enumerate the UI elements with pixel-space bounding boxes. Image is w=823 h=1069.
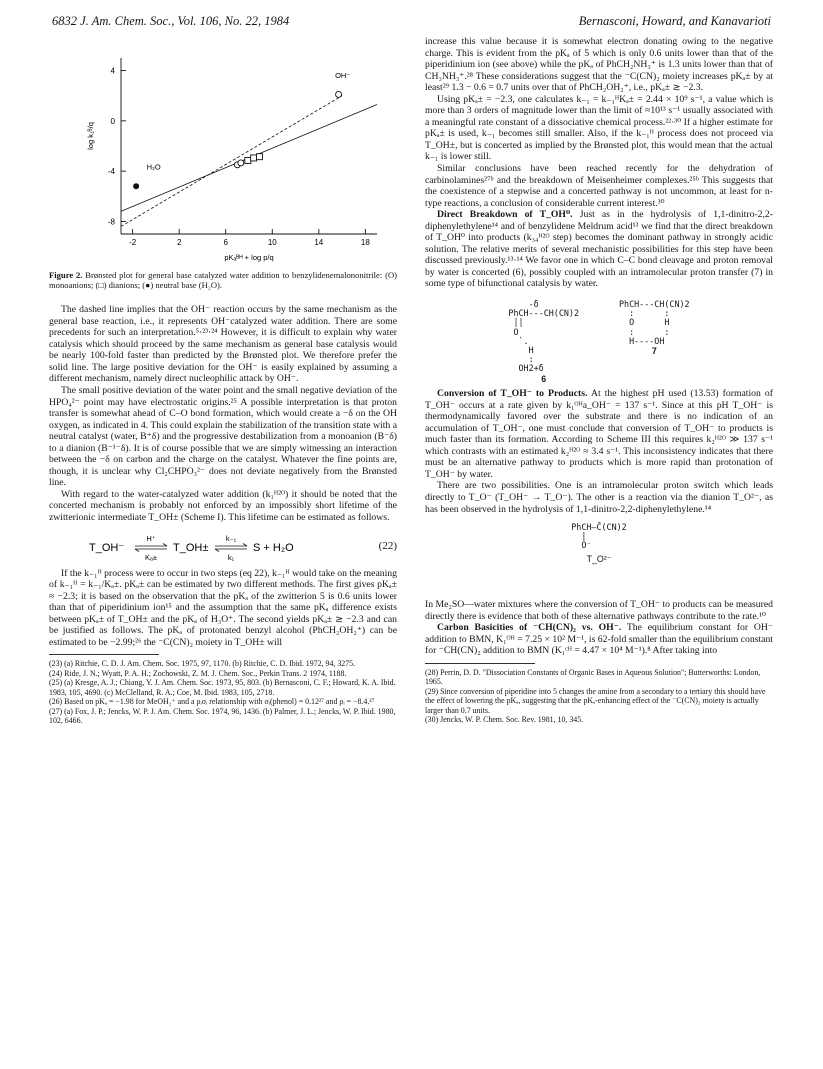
x-axis-label: pKₐᴮᴴ + log p/q bbox=[224, 253, 274, 262]
section-text: Just as in the hydrolysis of 1,1-dinitro-2,2-diphenylethylene¹⁴ and of benzylidene Meldrum acid¹³ we find that the direct breakdown of T_OH⁰ into products (k₃₄ᴴ²ᴼ step) becomes the dominant pathway in strongly acidic solution. The relative merits of several mechanistic possibilities for this step have been discussed previously.¹³·¹⁴ We favor one in which C–C bond cleavage and proton removal by water is concerted (6), possibly coupled with an intramolecular proton transfer (7) in some type of bifunctional catalysis by water. bbox=[425, 209, 773, 290]
paragraph: increase this value because it is somewhat electron donating owing to the negative charge. This is evident from the pKₐ of 5 which is only 0.6 units lower than that of the piperidinium ion (see above) while the pKₐ of PhCH₂NH₃⁺ is 1.3 units lower than that of CH₃NH₃⁺.²⁸ These considerations suggest that the ⁻C(CN)₂ moiety increases pKₐ± by at least²⁹ 1.3 − 0.6 = 0.7 units over that of PhCH₂OH₂⁺, i.e., pKₐ± ≳ −2.3. bbox=[425, 36, 773, 94]
eq-lhs: T_OH⁻ bbox=[89, 541, 125, 554]
section-text: At the highest pH used (13.53) formation of T_OH⁻ occurs at a rate given by k₁ᴼᴴa_OH⁻ = 137 s⁻¹. Since at this pH T_OH⁻ is thermodynamically favored over the substrate and there is no indication of an accumulation of T_OH⁻, one must conclude that conversion of T_OH⁻ to products is much faster than its formation. According to Scheme III this requires k₂ᴴ²ᴼ ≫ 137 s⁻¹ which contrasts with an estimated k₂ᴴ²ᴼ ≈ 3.4 s⁻¹. This inconsistency indicates that there must be an alternative pathway to products which is more rapid than protonation of T_OH⁻ by water. bbox=[425, 388, 773, 480]
data-point-dianion bbox=[251, 155, 257, 161]
x-tick-label: 2 bbox=[176, 238, 182, 247]
equation-number: (22) bbox=[378, 539, 397, 552]
section-paragraph bbox=[425, 209, 773, 290]
y-tick-label: -4 bbox=[107, 167, 115, 177]
section-paragraph bbox=[425, 388, 773, 480]
header-left: 6832 J. Am. Chem. Soc., Vol. 106, No. 22, 1984 bbox=[52, 14, 290, 28]
footnote: (26) Based on pKₐ = −1.98 for MeOH₂⁺ and a ρᵢσᵢ relationship with σᵢ(phenol) = 0.12²⁷ and ρᵢ = −8.4.²⁷ bbox=[49, 697, 375, 707]
footnote: (27) (a) Fox, J. P.; Jencks, W. P. J. Am. Chem. Soc. 1974, 96, 1436. (b) Palmer, J. L.; Jencks, W. P. Ibid. 1980, 102, 6466. bbox=[49, 706, 396, 726]
paragraph: The small positive deviation of the water point and the small negative deviation of the HPO₄²⁻ point may have electrostatic origins.²⁵ A possible interpretation is that proton transfer is somewhat ahead of C–O bond formation, which would create a −δ on the OH oxygen, as indicated in 4. This could explain the stabilization of the transition state with a neutral catalyst (water, B⁺δ) and the progressive destabilization from a monoanion (B⁻δ) to a dianion (B⁻¹⁻δ). It is of course possible that we are simply witnessing an interaction between the −δ on carbon and the charge on the catalyst. Whatever the fine points are, though, it is unclear why Cl₂CHPO₃²⁻ does not deviate negatively from the Brønsted line. bbox=[49, 384, 397, 489]
section-heading: Direct Breakdown of T_OH⁰. bbox=[437, 209, 573, 221]
right-column bbox=[425, 36, 773, 725]
eq-rhs: S + H₂O bbox=[253, 541, 294, 554]
footnote: (24) Ride, J. N.; Wyatt, P. A. H.; Zochowski, Z. M. J. Chem. Soc., Perkin Trans. 2 1974, 1188. bbox=[49, 668, 347, 678]
header-right: Bernasconi, Howard, and Kanavarioti bbox=[578, 14, 771, 28]
y-tick-label: -8 bbox=[107, 217, 115, 227]
paragraph: In Me₂SO—water mixtures where the conversion of T_OH⁻ to products can be measured directly there is evidence that both of these alternative pathways contribute to the rate.¹⁰ bbox=[425, 599, 773, 622]
section-heading: Conversion of T_OH⁻ to Products. bbox=[437, 388, 588, 400]
section-paragraph bbox=[425, 622, 773, 657]
structure-7-drawing: PhCH---CH(CN)2 : : O H : : H----OH bbox=[619, 299, 690, 346]
oh-label: OH⁻ bbox=[335, 71, 351, 81]
structure-7-number: 7 bbox=[651, 346, 657, 357]
structure-to2-drawing: PhCH—C̄(CN)2 | O⁻ bbox=[571, 522, 627, 551]
footnote-rule bbox=[425, 663, 535, 664]
left-column bbox=[49, 36, 397, 726]
structure-6-number: 6 bbox=[541, 373, 547, 384]
structure-7 bbox=[619, 300, 690, 380]
footnotes bbox=[49, 659, 397, 726]
footnotes bbox=[425, 668, 773, 725]
section-heading: Carbon Basicities of ⁻CH(CN)₂ vs. OH⁻. bbox=[437, 622, 622, 634]
figure-caption bbox=[49, 270, 397, 291]
caption-label: Figure 2. bbox=[49, 269, 83, 280]
x-tick-label: 18 bbox=[360, 238, 370, 247]
equation-22 bbox=[49, 530, 397, 564]
eq-arrow1-top: H⁺ bbox=[146, 533, 156, 543]
bronsted-plot bbox=[49, 36, 397, 264]
h2o-label: H₂O bbox=[146, 162, 161, 172]
x-tick-label: 6 bbox=[223, 238, 228, 247]
y-axis-label: log k₁ᴮ/q bbox=[86, 122, 95, 150]
y-tick-label: 4 bbox=[110, 66, 115, 76]
footnote-rule bbox=[49, 654, 159, 655]
paragraph: Similar conclusions have been reached recently for the dehydration of carbinolamines²⁷ᵇ and the breakdown of Meisenheimer complexes.²⁵ᵇ This suggests that the coexistence of a stepwise and a concerted pathway is not uncommon, at least for n-type reactions, a conclusion of considerable current interest.³⁰ bbox=[425, 163, 773, 209]
data-point-water bbox=[133, 183, 139, 189]
structure-6 bbox=[508, 299, 579, 384]
footnote: (30) Jencks, W. P. Chem. Soc. Rev. 1981, 10, 345. bbox=[425, 715, 584, 725]
data-point-monoanion bbox=[336, 91, 342, 97]
x-tick-label: -2 bbox=[129, 238, 137, 247]
eq-arrow1-bottom: Kₐ± bbox=[145, 552, 157, 562]
x-tick-label: 14 bbox=[314, 238, 324, 247]
paragraph: Using pKₐ± = −2.3, one calculates k₋₁ = k₋₁ᴴKₐ± = 2.44 × 10⁹ s⁻¹, a value which is more than 3 orders of magnitude lower than the limit of ≈10¹³ s⁻¹ usually associated with a meaningful rate constant of a dissociative chemical process.²²·³⁰ If a higher estimate for pKₐ± is used, k₋₁ becomes still smaller. Also, if the k₋₁ᴴ process does not proceed via T_OH±, but is concerted as implied by the Brønsted plot, this would mean that the actual k₋₁ is lower still. bbox=[425, 93, 773, 163]
paragraph: There are two possibilities. One is an intramolecular proton switch which leads directly to T_O⁻ (T_OH⁻ → T_O⁻). The other is a reaction via the dianion T_O²⁻, as has been observed in the hydrolysis of 1,1-dinitro-2,2-diphenylethylene.¹⁴ bbox=[425, 480, 773, 515]
running-header bbox=[52, 14, 771, 32]
structure-6-drawing: -δ PhCH---CH(CN)2 || O `. H : OH2+δ bbox=[508, 299, 579, 374]
eq-arrow2-top: k₋₁ bbox=[225, 533, 237, 543]
structure-to2 bbox=[425, 523, 773, 593]
footnote: (25) (a) Kresge, A. J.; Chiang, Y. J. Am. Chem. Soc. 1973, 95, 803. (b) Bernasconi, C. F.; Howard, K. A. Ibid. 1983, 105, 4690. (c) McClelland, R. A.; Coe, M. Ibid. 1983, 105, 2718. bbox=[49, 678, 396, 697]
x-tick-label: 10 bbox=[267, 238, 277, 247]
dashed-fit-line bbox=[121, 96, 342, 227]
footnote: (29) Since conversion of piperidine into 5 changes the amine from a secondary to a tertiary this should have the effect of lowering the pKₐ, suggesting that the pKₐ-enhancing effect of the ⁻C(CN)₂ moiety is actually larger than 0.7 units. bbox=[425, 686, 766, 715]
footnote: (28) Perrin, D. D. "Dissociation Constants of Organic Bases in Aqueous Solution"; Butterworths: London, 1965. bbox=[425, 667, 761, 687]
structure-to2-label: T_O²⁻ bbox=[586, 553, 612, 564]
eq-arrow2-bottom: k₁ bbox=[227, 552, 235, 562]
paragraph: The dashed line implies that the OH⁻ reaction occurs by the same mechanism as the general base reaction, i.e., it represents OH⁻catalyzed water addition. There are some precedents for such an interpretation.⁵·²³·²⁴ However, it is difficult to explain why water catalysis which should proceed by the same mechanism as general base catalysis would be nearly 100-fold faster than predicted by the Brønsted plot. We therefore prefer the solid line. The large positive deviation for the OH⁻ is easily explained by assuming a different mechanism, namely direct nucleophilic attack by OH⁻. bbox=[49, 304, 397, 385]
paragraph: If the k₋₁ᴴ process were to occur in two steps (eq 22), k₋₁ᴴ would take on the meaning of k₋₁ᴴ = k₋₁/Kₐ±. pKₐ± can be estimated by two different methods. The first gives pKₐ± ≈ −2.3; it is based on the observation that the pKₐ of the zwitterion 5 is 0.6 units lower than that of piperidinium ion¹⁵ and the assumption that the same pKₐ difference exists between pKₐ± of T_OH± and the pKₐ of H₃O⁺. The second yields pKₐ± ≳ −2.3 and can be justified as follows. The pKₐ of protonated benzyl alcohol (PhCH₂OH₂⁺) can be estimated to be −2.99;²⁶ the ⁻C(CN)₂ moiety in T_OH± will bbox=[49, 567, 397, 648]
data-point-dianion bbox=[256, 154, 262, 160]
equation-expression bbox=[89, 530, 319, 564]
paragraph: With regard to the water-catalyzed water addition (k₁ᴴ²ᴼ) it should be noted that the concerted mechanism is probably not enforced by an impossibly short lifetime of the zwitterionic intermediate T_OH± (Scheme I). This lifetime can be estimated as follows. bbox=[49, 488, 397, 523]
data-point-dianion bbox=[245, 157, 251, 163]
data-point-monoanion bbox=[238, 160, 244, 166]
footnote: (23) (a) Ritchie, C. D. J. Am. Chem. Soc. 1975, 97, 1170. (b) Ritchie, C. D. Ibid. 1972, 94, 3275. bbox=[49, 659, 356, 669]
section-text: The equilibrium constant for OH⁻ addition to BMN, K₁ᴼᴴ = 7.25 × 10² M⁻¹, is 62-fold smaller than the equilibrium constant for ⁻CH(CN)₂ addition to BMN (K₁ᶜᴴ = 4.47 × 10⁴ M⁻¹).⁸ After taking into bbox=[425, 622, 773, 657]
eq-mid: T_OH± bbox=[173, 541, 209, 554]
structures-6-7 bbox=[425, 299, 773, 384]
caption-text: Brønsted plot for general base catalyzed water addition to benzylidenemalononitrile: (O) monoanions; (□) dianions; (●) neutral base (H₂O). bbox=[49, 269, 398, 290]
y-tick-label: 0 bbox=[110, 116, 115, 126]
